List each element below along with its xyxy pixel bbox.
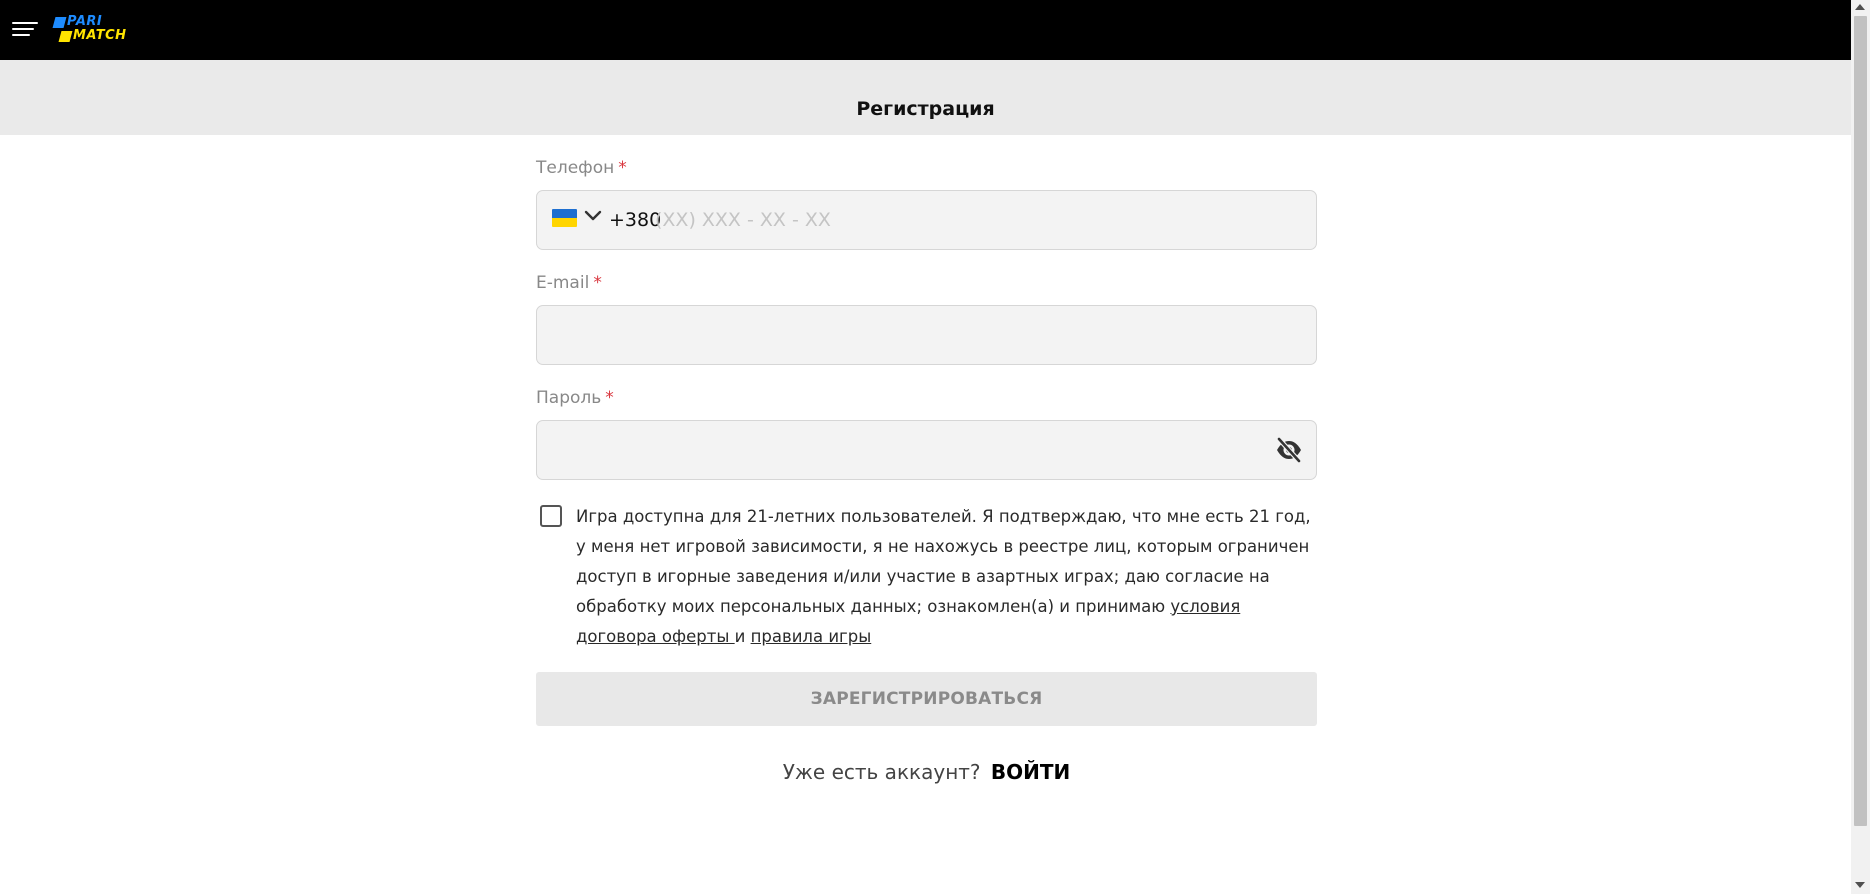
phone-required-mark: * <box>618 158 627 178</box>
email-label-text: E-mail <box>536 273 590 293</box>
logo-blue-block <box>53 17 67 28</box>
game-rules-link[interactable]: правила игры <box>750 627 872 646</box>
password-field <box>536 420 1317 480</box>
parimatch-logo[interactable] <box>54 15 140 45</box>
password-input[interactable] <box>551 429 1241 471</box>
phone-label-text: Телефон <box>536 158 615 178</box>
register-button[interactable]: ЗАРЕГИСТРИРОВАТЬСЯ <box>536 672 1317 726</box>
title-bar <box>0 60 1851 135</box>
email-label <box>536 273 602 293</box>
agreement-and-text: и <box>734 627 751 646</box>
eye-slash-icon[interactable] <box>1274 436 1304 464</box>
ukraine-flag-icon[interactable] <box>552 209 577 227</box>
top-header <box>0 0 1851 60</box>
email-input[interactable] <box>551 314 1291 356</box>
scroll-thumb[interactable] <box>1854 16 1867 826</box>
logo-yellow-block <box>59 31 73 42</box>
agreement-text <box>576 502 1316 652</box>
offer-terms-link[interactable]: условия договора оферты <box>576 597 1241 646</box>
login-link[interactable]: ВОЙТИ <box>990 760 1071 784</box>
password-label <box>536 388 614 408</box>
email-required-mark: * <box>593 273 602 293</box>
login-prompt-line <box>536 760 1317 784</box>
phone-label <box>536 158 627 178</box>
logo-text-line1: PARI <box>67 14 103 29</box>
phone-input[interactable] <box>655 199 1255 241</box>
password-required-mark: * <box>605 388 614 408</box>
page-title: Регистрация <box>856 98 995 120</box>
agreement-main-text: Игра доступна для 21-летних пользователей. Я подтверждаю, что мне есть 21 год, у меня нет игровой зависимости, я не нахожусь в реестре лиц, которым ограничен доступ в игорные заведения и/или участие в азартных играх; даю согласие на обработку моих персональных данных; ознакомлен(а) и принимаю <box>576 507 1311 616</box>
phone-prefix: +380 <box>609 209 662 231</box>
page-scrollbar[interactable] <box>1851 0 1870 894</box>
chevron-down-icon[interactable] <box>582 205 604 227</box>
scroll-down-arrow-icon[interactable] <box>1855 882 1865 888</box>
agreement-checkbox[interactable] <box>540 505 562 527</box>
password-label-text: Пароль <box>536 388 602 408</box>
hamburger-menu-icon[interactable] <box>12 18 38 40</box>
login-prompt-text: Уже есть аккаунт? <box>782 760 981 784</box>
scroll-up-arrow-icon[interactable] <box>1855 4 1865 10</box>
phone-field <box>536 190 1317 250</box>
email-field <box>536 305 1317 365</box>
logo-text-line2: MATCH <box>73 28 127 43</box>
